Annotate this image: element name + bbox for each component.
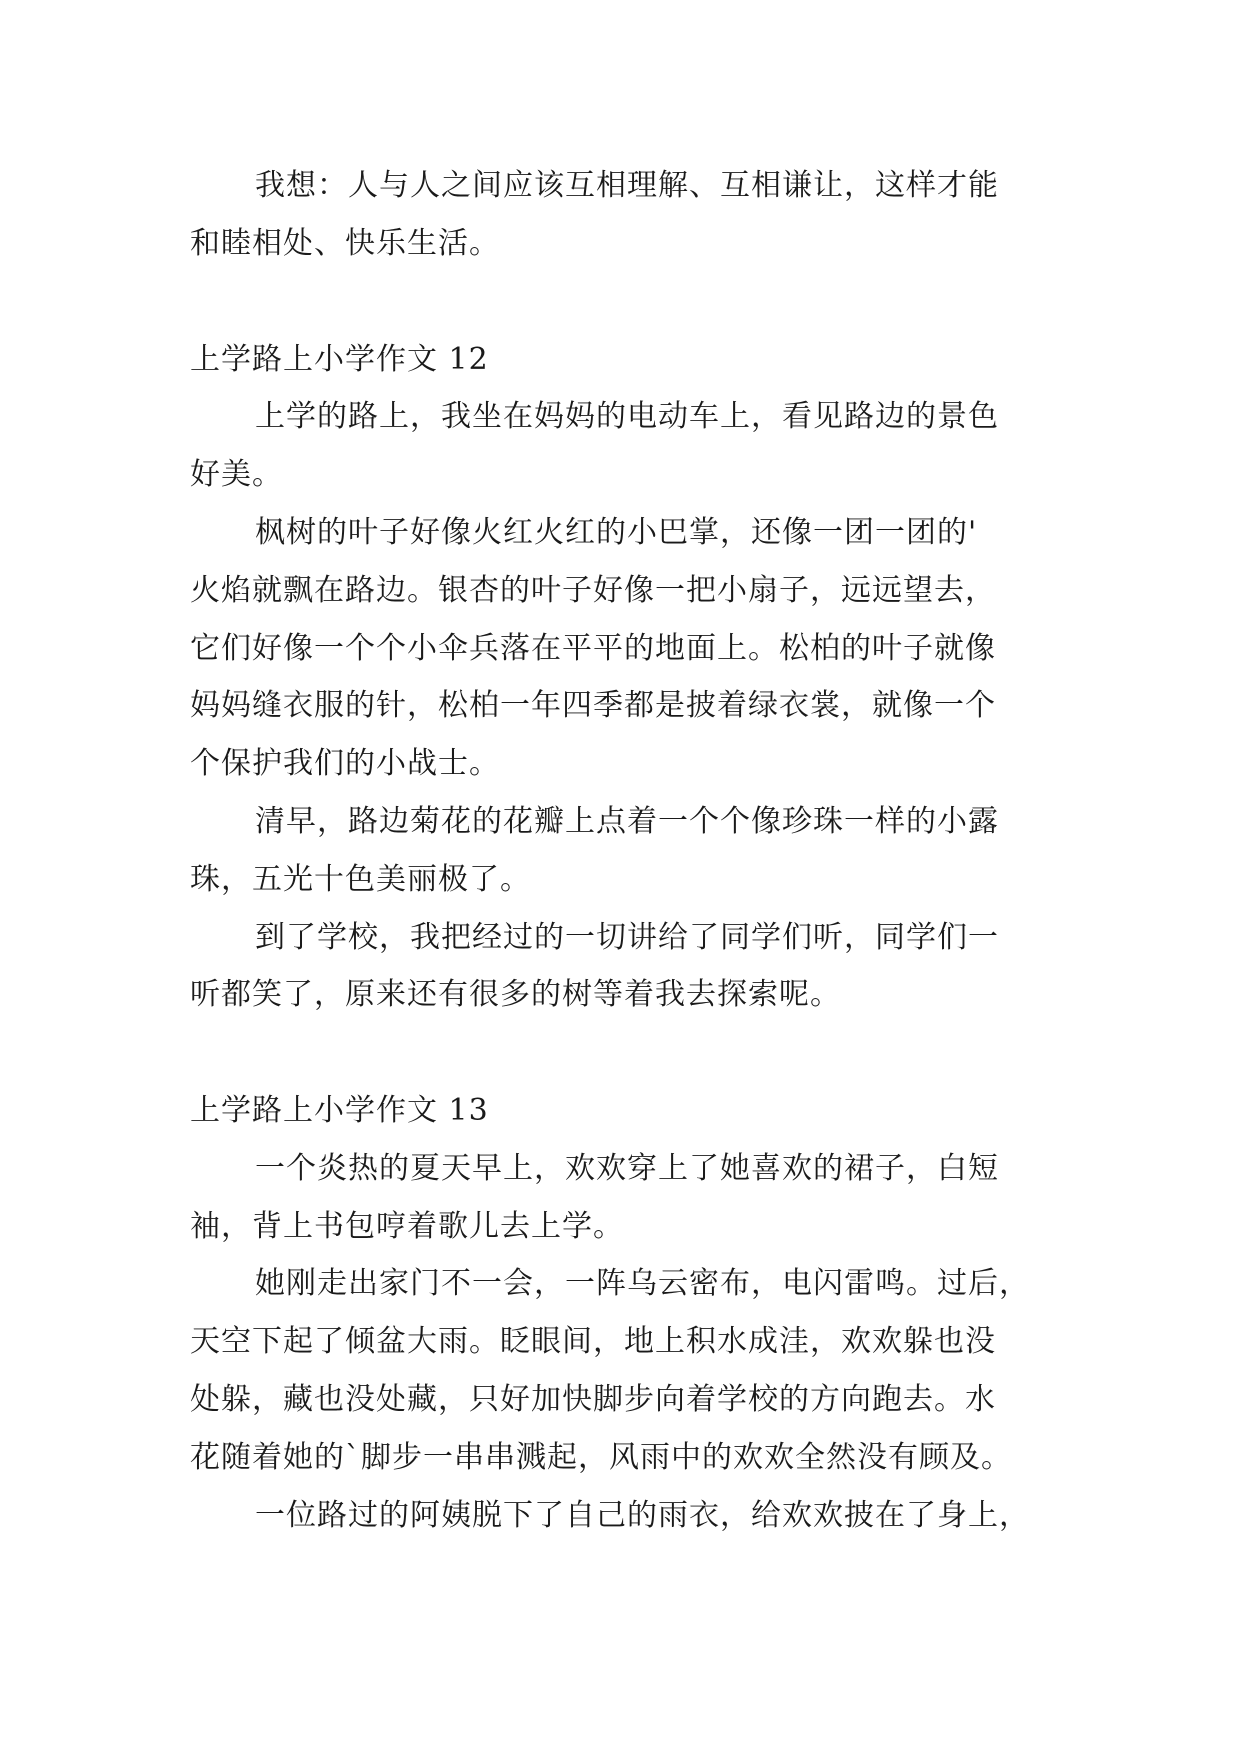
paragraph-line: 一个炎热的夏天早上，欢欢穿上了她喜欢的裙子，白短 (255, 1151, 999, 1186)
paragraph-line: 个保护我们的小战士。 (190, 746, 500, 781)
paragraph-line: 好美。 (190, 457, 283, 492)
paragraph-line: 花随着她的`脚步一串串溅起，风雨中的欢欢全然没有顾及。 (190, 1440, 1012, 1475)
paragraph-line: 她刚走出家门不一会，一阵乌云密布，电闪雷鸣。过后， (255, 1266, 1030, 1301)
paragraph-line: 和睦相处、快乐生活。 (190, 226, 500, 261)
paragraph-line: 我想：人与人之间应该互相理解、互相谦让，这样才能 (255, 168, 999, 203)
paragraph-line: 妈妈缝衣服的针，松柏一年四季都是披着绿衣裳，就像一个 (190, 688, 996, 723)
paragraph-line: 上学的路上，我坐在妈妈的电动车上，看见路边的景色 (255, 399, 999, 434)
paragraph-line: 到了学校，我把经过的一切讲给了同学们听，同学们一 (255, 920, 999, 955)
paragraph-line: 枫树的叶子好像火红火红的小巴掌，还像一团一团的' (255, 515, 978, 550)
paragraph-line: 清早，路边菊花的花瓣上点着一个个像珍珠一样的小露 (255, 804, 999, 839)
paragraph-line: 一位路过的阿姨脱下了自己的雨衣，给欢欢披在了身上， (255, 1498, 1030, 1533)
paragraph-line: 珠，五光十色美丽极了。 (190, 862, 531, 897)
paragraph-line: 天空下起了倾盆大雨。眨眼间，地上积水成洼，欢欢躲也没 (190, 1324, 996, 1359)
paragraph-line: 听都笑了，原来还有很多的树等着我去探索呢。 (190, 977, 841, 1012)
paragraph-line: 火焰就飘在路边。银杏的叶子好像一把小扇子，远远望去， (190, 573, 996, 608)
paragraph-line: 它们好像一个个小伞兵落在平平的地面上。松柏的叶子就像 (190, 631, 996, 666)
section-heading-13: 上学路上小学作文 13 (190, 1093, 489, 1128)
section-heading-12: 上学路上小学作文 12 (190, 342, 489, 377)
paragraph-line: 袖，背上书包哼着歌儿去上学。 (190, 1209, 624, 1244)
paragraph-line: 处躲，藏也没处藏，只好加快脚步向着学校的方向跑去。水 (190, 1382, 996, 1417)
